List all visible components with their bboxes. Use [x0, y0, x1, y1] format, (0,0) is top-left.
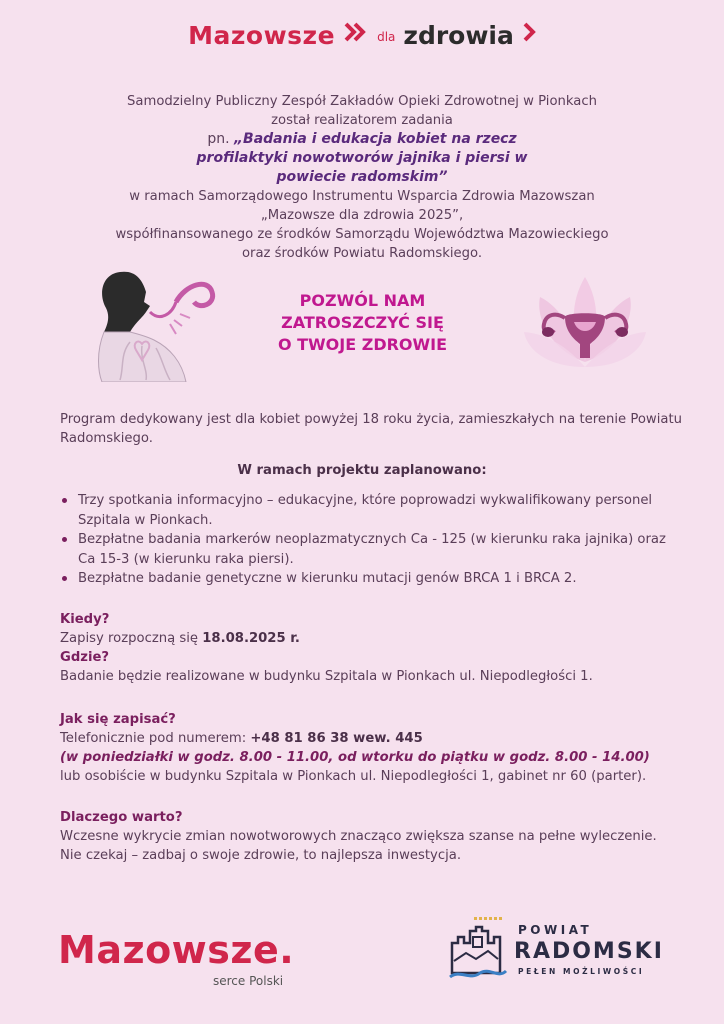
mazowsze-logo-tagline: serce Polski	[213, 974, 284, 988]
list-item	[60, 569, 685, 589]
double-chevron-icon	[343, 21, 369, 49]
planned-heading: W ramach projektu zaplanowano:	[237, 463, 487, 478]
signup-section	[60, 710, 685, 786]
intro-line-5: „Mazowsze dla zdrowia 2025”,	[260, 208, 464, 223]
where-heading: Gdzie?	[60, 650, 110, 665]
slogan-line-2: ZATROSZCZYĆ SIĘ	[281, 313, 444, 332]
mazowsze-logo	[58, 928, 308, 988]
castle-emblem-icon	[446, 915, 510, 985]
powiat-radomski-logo	[446, 915, 686, 985]
header-logo	[0, 18, 724, 52]
intro-line-4: w ramach Samorządowego Instrumentu Wsparcia Zdrowia Mazowszan	[129, 189, 595, 204]
when-heading: Kiedy?	[60, 612, 110, 627]
list-item-text: Bezpłatne badanie genetyczne w kierunku mutacji genów BRCA 1 i BRCA 2.	[78, 571, 577, 586]
signup-heading: Jak się zapisać?	[60, 712, 176, 727]
powiat-word: POWIAT	[518, 923, 593, 937]
why-text-2: Nie czekaj – zadbaj o swoje zdrowie, to najlepsza inwestycja.	[60, 848, 462, 863]
program-description: Program dedykowany jest dla kobiet powyżej 18 roku życia, zamieszkałych na terenie Powiatu Radomskiego.	[60, 412, 682, 446]
when-where-section	[60, 610, 685, 686]
intro-line-2: został realizatorem zadania	[271, 113, 453, 128]
intro-line-6: współfinansowanego ze środków Samorządu Województwa Mazowieckiego	[115, 227, 609, 242]
signup-phone-number: +48 81 86 38 wew. 445	[250, 731, 423, 746]
list-item-text: Bezpłatne badania markerów neoplazmatycznych Ca - 125 (w kierunku raka jajnika) oraz Ca 15-3 (w kierunku raka piersi).	[78, 532, 666, 567]
why-heading: Dlaczego warto?	[60, 810, 183, 825]
uterus-lotus-illustration	[520, 272, 650, 382]
project-title-prefix: pn.	[207, 131, 235, 147]
list-item	[60, 491, 685, 530]
logo-mazowsze-text: Mazowsze	[188, 20, 336, 50]
list-item	[60, 530, 685, 569]
radomski-word: RADOMSKI	[514, 939, 664, 964]
project-title	[40, 130, 684, 187]
why-section	[60, 808, 685, 865]
where-text: Badanie będzie realizowane w budynku Szpitala w Pionkach ul. Niepodległości 1.	[60, 669, 593, 684]
powiat-tagline: PEŁEN MOŻLIWOŚCI	[518, 967, 645, 976]
signup-phone-prefix: Telefonicznie pod numerem:	[60, 731, 251, 746]
slogan-line-3: O TWOJE ZDROWIE	[277, 335, 448, 354]
when-text	[60, 629, 685, 648]
when-text-prefix: Zapisy rozpoczną się	[60, 631, 203, 646]
intro-line-1: Samodzielny Publiczny Zespół Zakładów Opieki Zdrowotnej w Pionkach	[127, 94, 597, 109]
bullet-icon	[62, 576, 67, 581]
intro-line-7: oraz środków Powiatu Radomskiego.	[241, 246, 483, 261]
project-title-text: „Badania i edukacja kobiet na rzecz profilaktyki nowotworów jajnika i piersi w powiecie radomskim”	[196, 131, 528, 185]
list-item-text: Trzy spotkania informacyjno – edukacyjne, które poprowadzi wykwalifikowany personel Szpitala w Pionkach.	[78, 493, 653, 528]
slogan	[250, 290, 475, 356]
woman-ribbon-illustration	[90, 262, 230, 382]
signup-phone-line	[60, 729, 685, 748]
intro-block	[40, 92, 684, 263]
when-date: 18.08.2025 r.	[202, 631, 300, 646]
mazowsze-logo-text: Mazowsze.	[58, 928, 295, 972]
bullet-icon	[62, 537, 67, 542]
logo-zdrowia-text: zdrowia	[403, 20, 514, 50]
chevron-right-icon	[522, 21, 536, 49]
signup-hours: (w poniedziałki w godz. 8.00 - 11.00, od wtorku do piątku w godz. 8.00 - 14.00)	[60, 750, 650, 765]
planned-list	[60, 491, 685, 589]
signup-in-person: lub osobiście w budynku Szpitala w Pionkach ul. Niepodległości 1, gabinet nr 60 (parter).	[60, 769, 647, 784]
slogan-line-1: POZWÓL NAM	[299, 291, 426, 310]
why-text-1: Wczesne wykrycie zmian nowotworowych znacząco zwiększa szanse na pełne wyleczenie.	[60, 829, 657, 844]
logo-dla-text: dla	[377, 30, 396, 44]
bullet-icon	[62, 498, 67, 503]
